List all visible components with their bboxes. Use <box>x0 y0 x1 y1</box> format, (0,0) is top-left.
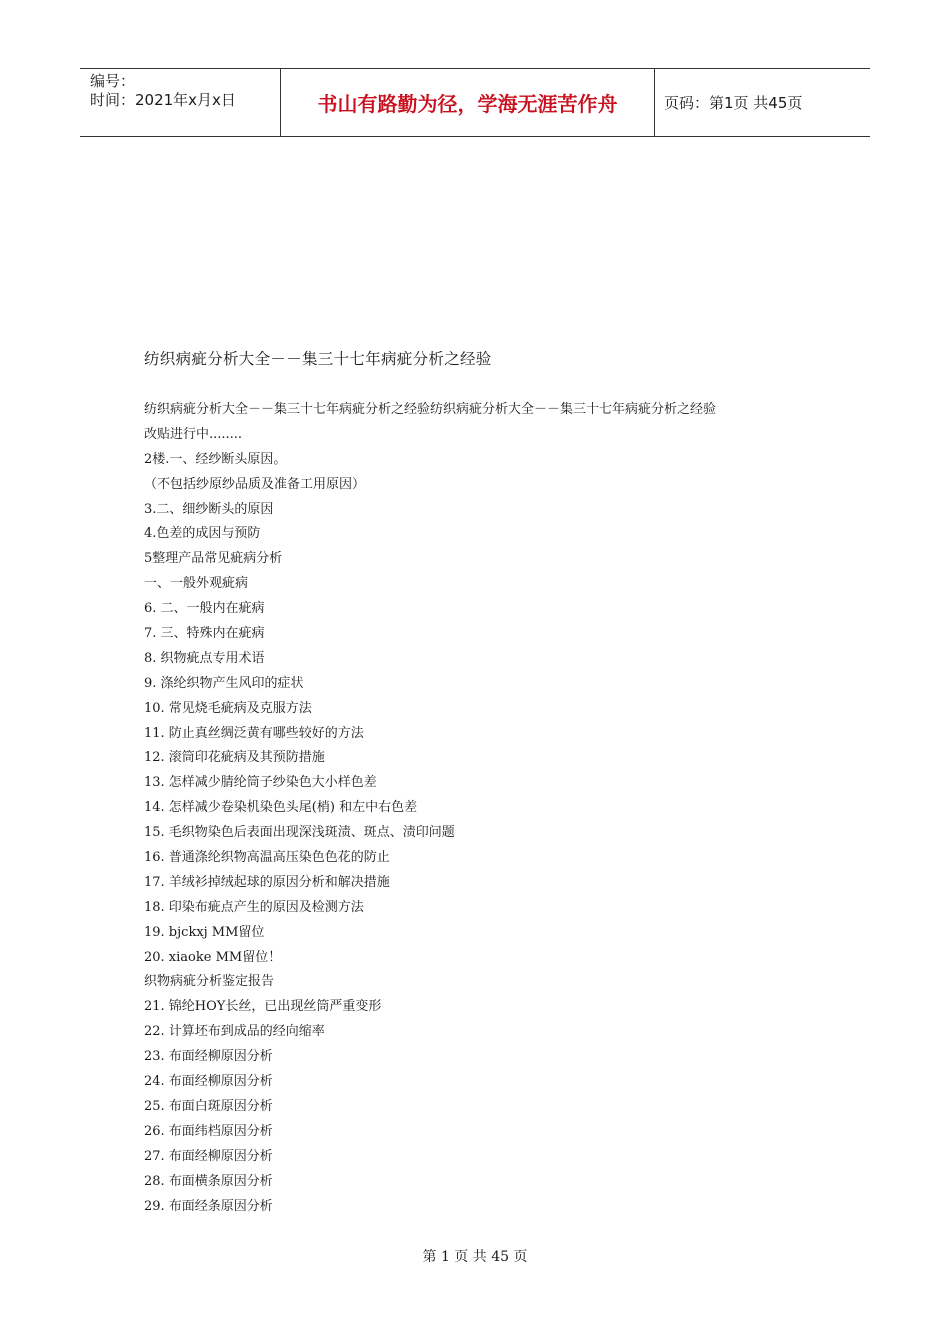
document-line: 22. 计算坯布到成品的经向缩率 <box>144 1024 325 1040</box>
document-line: 9. 涤纶织物产生风印的症状 <box>144 675 304 691</box>
document-line: 17. 羊绒衫掉绒起球的原因分析和解决措施 <box>144 874 390 890</box>
document-line: 2楼.一、经纱断头原因。 <box>144 451 287 467</box>
document-line: 18. 印染布疵点产生的原因及检测方法 <box>144 899 364 915</box>
document-body <box>144 398 844 1219</box>
document-line: 15. 毛织物染色后表面出现深浅斑渍、斑点、渍印问题 <box>144 825 455 841</box>
document-line: 织物病疵分析鉴定报告 <box>144 974 275 990</box>
document-line: 20. xiaoke MM留位！ <box>144 949 282 965</box>
document-line: 26. 布面纬档原因分析 <box>144 1123 273 1139</box>
document-line: 28. 布面横条原因分析 <box>144 1173 273 1189</box>
document-line: 29. 布面经条原因分析 <box>144 1198 273 1214</box>
document-line: 7. 三、特殊内在疵病 <box>144 626 265 642</box>
document-line: 5整理产品常见疵病分析 <box>144 551 283 567</box>
document-line: 21. 锦纶HOY长丝，已出现丝筒严重变形 <box>144 999 382 1015</box>
document-line: 14. 怎样减少卷染机染色头尾(梢) 和左中右色差 <box>144 800 418 816</box>
header-motto-cell <box>281 69 655 136</box>
header-page-info: 页码：第1页 共45页 <box>664 94 803 112</box>
document-line: 12. 滚筒印花疵病及其预防措施 <box>144 750 325 766</box>
document-line: 24. 布面经柳原因分析 <box>144 1074 273 1090</box>
header-meta-cell <box>80 69 281 136</box>
document-line: 纺织病疵分析大全－－集三十七年病疵分析之经验纺织病疵分析大全－－集三十七年病疵分析之经验 <box>144 402 717 417</box>
document-line: （不包括纱原纱品质及准备工用原因） <box>144 476 366 492</box>
document-line: 11. 防止真丝绸泛黄有哪些较好的方法 <box>144 725 364 741</box>
page-footer: 第 1 页 共 45 页 <box>422 1249 528 1265</box>
document-line: 6. 二、一般内在疵病 <box>144 601 265 617</box>
time-label: 时间：2021年x月x日 <box>90 91 236 109</box>
document-line: 改贴进行中........ <box>144 426 243 442</box>
document-line: 10. 常见烧毛疵病及克服方法 <box>144 700 312 716</box>
header-table <box>80 68 870 137</box>
document-line: 23. 布面经柳原因分析 <box>144 1049 273 1065</box>
document-line: 25. 布面白斑原因分析 <box>144 1098 273 1114</box>
header-motto: 书山有路勤为径，学海无涯苦作舟 <box>317 92 618 116</box>
document-line: 4.色差的成因与预防 <box>144 526 261 542</box>
document-title: 纺织病疵分析大全－－集三十七年病疵分析之经验 <box>144 350 492 368</box>
document-line: 16. 普通涤纶织物高温高压染色色花的防止 <box>144 850 390 866</box>
document-line: 13. 怎样减少腈纶筒子纱染色大小样色差 <box>144 775 377 791</box>
document-line: 19. bjckxj MM留位 <box>144 924 265 940</box>
document-line: 3.二、细纱断头的原因 <box>144 501 274 517</box>
serial-number-label: 编号： <box>90 72 136 90</box>
header-page-cell <box>655 69 870 136</box>
document-line: 8. 织物疵点专用术语 <box>144 650 265 666</box>
document-line: 27. 布面经柳原因分析 <box>144 1148 273 1164</box>
document-line: 一、一般外观疵病 <box>144 576 249 592</box>
